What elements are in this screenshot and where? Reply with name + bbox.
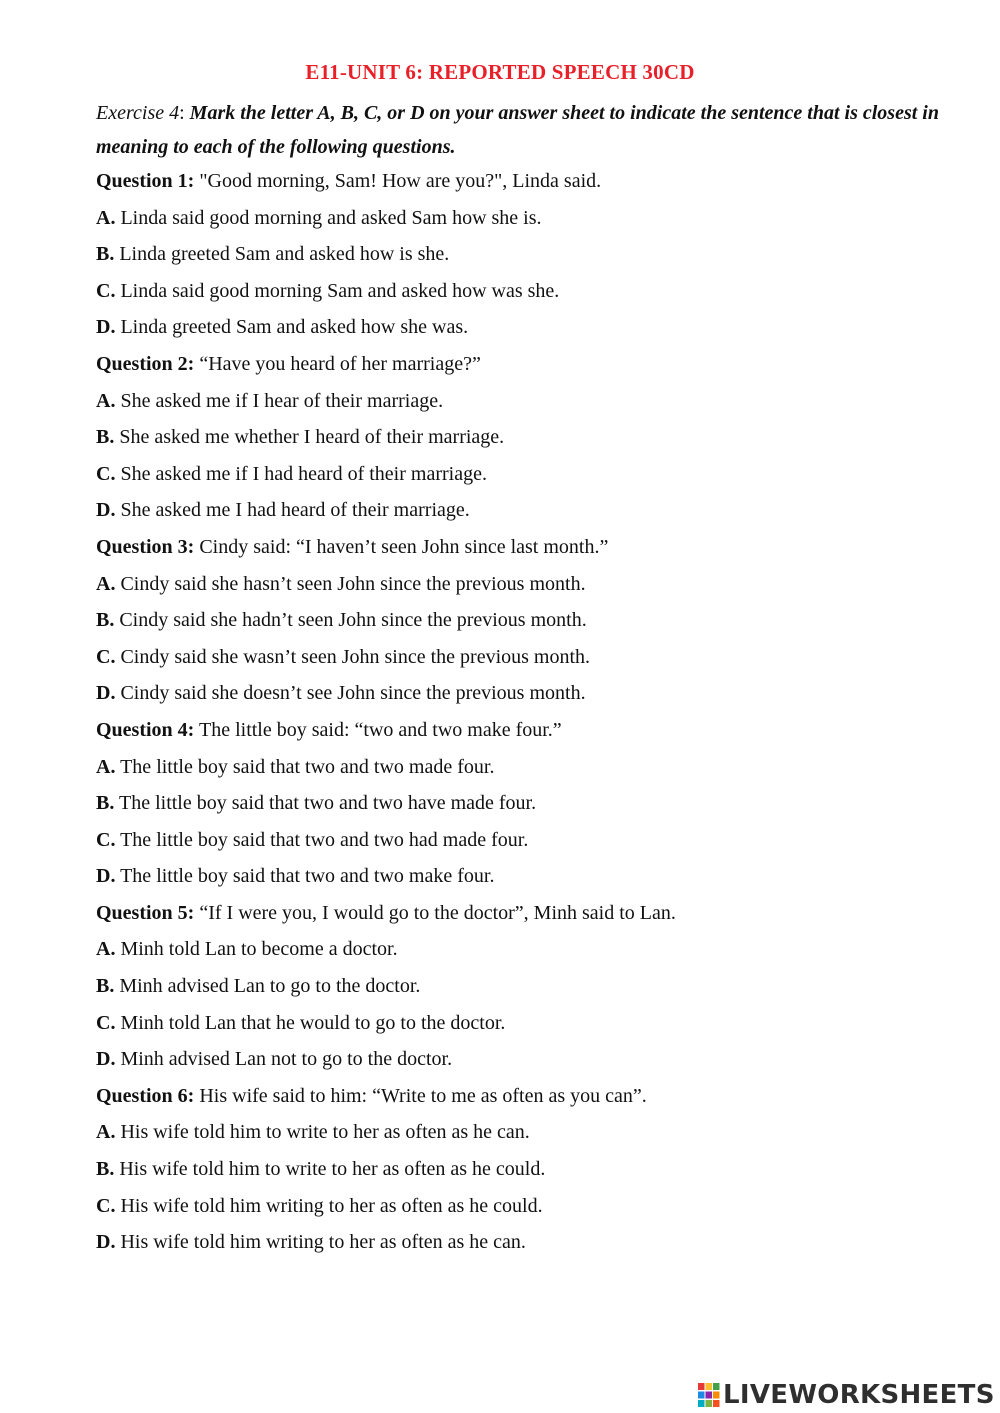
option-text: His wife told him writing to her as often as he could.	[120, 1194, 543, 1217]
option-text: She asked me if I hear of their marriage.	[120, 389, 444, 412]
option-letter: A.	[96, 755, 116, 778]
question-4	[96, 713, 956, 750]
option-letter: C.	[96, 279, 116, 302]
question-4-option-a[interactable]	[96, 750, 956, 787]
option-text: His wife told him writing to her as often as he can.	[120, 1231, 526, 1254]
exercise-text: Mark the letter A, B, C, or D on your answer sheet to indicate the sentence that is closest in meaning to each of the following questions.	[96, 102, 939, 158]
option-text: Minh told Lan that he would to go to the doctor.	[120, 1011, 506, 1034]
option-letter: D.	[96, 865, 116, 888]
exercise-label: Exercise 4	[96, 102, 180, 124]
question-label: Question 4:	[96, 718, 195, 741]
option-text: The little boy said that two and two have made four.	[118, 792, 537, 815]
question-4-option-d[interactable]	[96, 859, 956, 896]
option-letter: A.	[96, 572, 116, 595]
question-2	[96, 347, 956, 384]
option-text: Cindy said she wasn’t seen John since the previous month.	[120, 645, 591, 668]
question-prompt: "Good morning, Sam! How are you?", Linda said.	[199, 170, 602, 192]
liveworksheets-logo[interactable]	[698, 1378, 995, 1412]
option-letter: A.	[96, 938, 116, 961]
option-text: She asked me I had heard of their marriage.	[120, 499, 470, 522]
page-title: E11-UNIT 6: REPORTED SPEECH 30CD	[305, 60, 695, 84]
option-text: The little boy said that two and two make four.	[120, 865, 495, 888]
question-2-option-c[interactable]	[96, 457, 956, 494]
option-letter: C.	[96, 462, 116, 485]
option-text: Minh advised Lan to go to the doctor.	[119, 975, 421, 998]
option-letter: B.	[96, 975, 115, 998]
question-4-option-b[interactable]	[96, 786, 956, 823]
exercise-separator: :	[179, 102, 190, 124]
option-letter: B.	[96, 243, 115, 266]
question-label: Question 1:	[96, 170, 195, 192]
question-1-option-c[interactable]	[96, 274, 956, 311]
question-3-option-a[interactable]	[96, 567, 956, 604]
option-text: The little boy said that two and two made four.	[120, 755, 495, 778]
question-3-option-d[interactable]	[96, 676, 956, 713]
question-5-option-a[interactable]	[96, 932, 956, 969]
option-letter: A.	[96, 389, 116, 412]
question-3-option-b[interactable]	[96, 603, 956, 640]
option-text: Cindy said she hadn’t seen John since the previous month.	[119, 609, 587, 632]
question-prompt: Cindy said: “I haven’t seen John since last month.”	[199, 535, 609, 558]
question-6-option-a[interactable]	[96, 1115, 956, 1152]
question-prompt: “If I were you, I would go to the doctor”, Minh said to Lan.	[199, 901, 676, 924]
option-letter: C.	[96, 1011, 116, 1034]
question-2-option-d[interactable]	[96, 493, 956, 530]
question-1-option-d[interactable]	[96, 310, 956, 347]
option-text: Minh advised Lan not to go to the doctor.	[120, 1048, 453, 1071]
option-text: She asked me if I had heard of their marriage.	[120, 462, 487, 485]
question-label: Question 6:	[96, 1084, 195, 1107]
question-5-option-c[interactable]	[96, 1006, 956, 1043]
option-letter: D.	[96, 1048, 116, 1071]
question-prompt: His wife said to him: “Write to me as often as you can”.	[199, 1084, 647, 1107]
question-2-option-b[interactable]	[96, 420, 956, 457]
question-4-option-c[interactable]	[96, 823, 956, 860]
option-text: Minh told Lan to become a doctor.	[120, 938, 398, 961]
option-text: His wife told him to write to her as often as he can.	[120, 1121, 530, 1144]
question-label: Question 5:	[96, 901, 195, 924]
option-text: His wife told him to write to her as often as he could.	[119, 1158, 546, 1181]
option-text: She asked me whether I heard of their marriage.	[119, 426, 505, 449]
option-letter: D.	[96, 1231, 116, 1254]
question-label: Question 3:	[96, 535, 195, 558]
brand-name: LIVEWORKSHEETS	[723, 1380, 995, 1410]
option-text: Linda greeted Sam and asked how she was.	[120, 316, 469, 339]
option-letter: A.	[96, 1121, 116, 1144]
option-letter: D.	[96, 316, 116, 339]
option-letter: B.	[96, 792, 115, 815]
option-text: The little boy said that two and two had made four.	[120, 828, 529, 851]
question-3	[96, 530, 956, 567]
option-letter: C.	[96, 645, 116, 668]
question-label: Question 2:	[96, 352, 195, 375]
option-letter: D.	[96, 682, 116, 705]
question-6-option-d[interactable]	[96, 1225, 956, 1262]
question-6-option-c[interactable]	[96, 1189, 956, 1226]
option-text: Linda said good morning Sam and asked how was she.	[120, 279, 560, 302]
question-6-option-b[interactable]	[96, 1152, 956, 1189]
option-letter: B.	[96, 609, 115, 632]
question-6	[96, 1079, 956, 1116]
option-text: Linda said good morning and asked Sam how she is.	[120, 206, 542, 229]
option-text: Cindy said she hasn’t seen John since the previous month.	[120, 572, 586, 595]
question-list	[96, 164, 956, 1262]
question-prompt: The little boy said: “two and two make four.”	[198, 718, 562, 741]
option-letter: B.	[96, 1158, 115, 1181]
question-2-option-a[interactable]	[96, 384, 956, 421]
option-letter: A.	[96, 206, 116, 229]
option-letter: D.	[96, 499, 116, 522]
question-5	[96, 896, 956, 933]
question-3-option-c[interactable]	[96, 640, 956, 677]
question-5-option-d[interactable]	[96, 1042, 956, 1079]
exercise-instructions	[96, 96, 946, 164]
question-1-option-a[interactable]	[96, 201, 956, 238]
question-1	[96, 164, 956, 201]
question-5-option-b[interactable]	[96, 969, 956, 1006]
option-letter: C.	[96, 1194, 116, 1217]
option-text: Linda greeted Sam and asked how is she.	[119, 243, 450, 266]
question-prompt: “Have you heard of her marriage?”	[199, 352, 481, 375]
option-letter: B.	[96, 426, 115, 449]
question-1-option-b[interactable]	[96, 237, 956, 274]
option-text: Cindy said she doesn’t see John since the previous month.	[120, 682, 586, 705]
option-letter: C.	[96, 828, 116, 851]
liveworksheets-logo-icon	[698, 1383, 720, 1407]
